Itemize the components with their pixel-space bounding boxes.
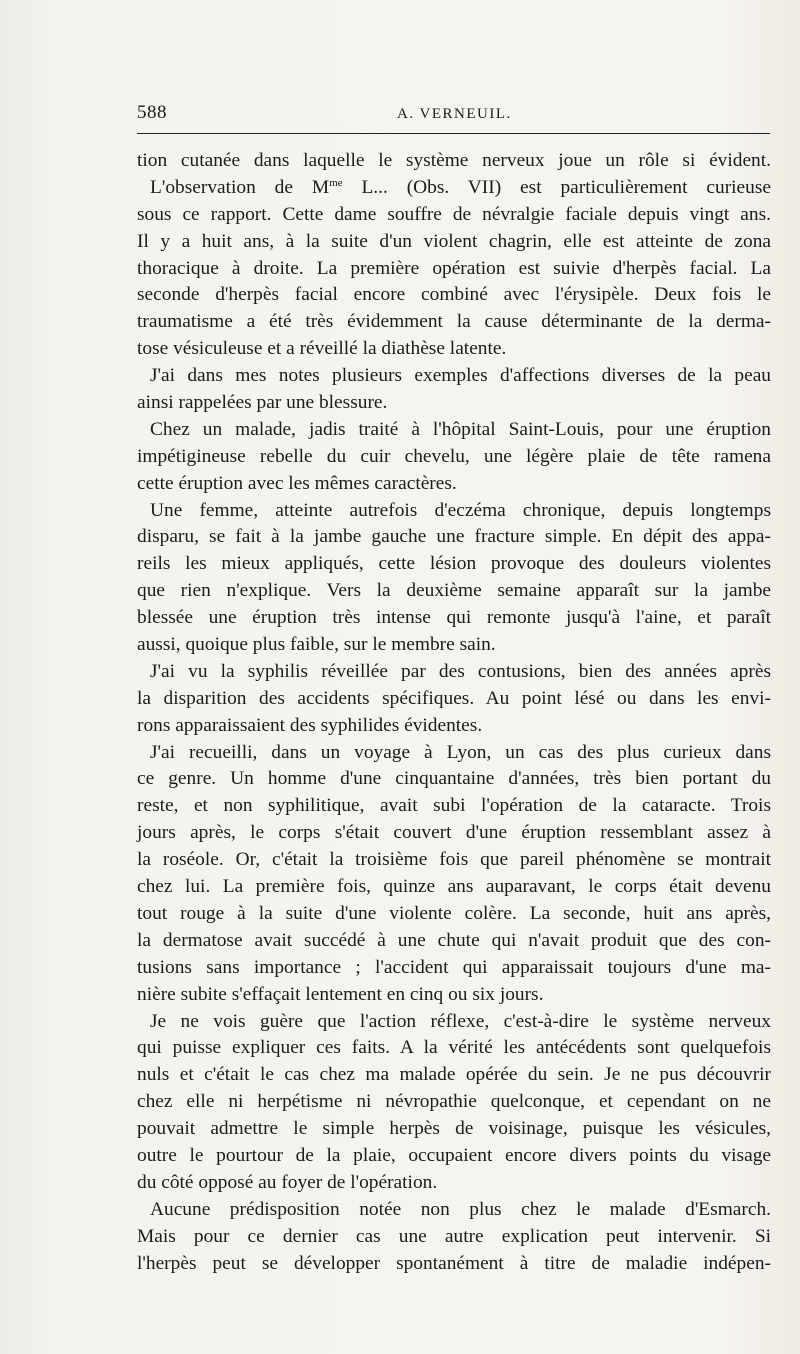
text-line [137, 175, 771, 202]
text-line: la roséole. Or, c'était la troisième fois que pareil phénomène se montrait [137, 849, 771, 871]
text-line: Une femme, atteinte autrefois d'eczéma chronique, depuis longtemps [150, 499, 771, 521]
text-line: jours après, le corps s'était couvert d'une éruption ressemblant assez à [137, 822, 771, 844]
text-line: impétigineuse rebelle du cuir chevelu, une légère plaie de tête ramena [137, 445, 771, 467]
text-line: J'ai dans mes notes plusieurs exemples d'affections diverses de la peau [150, 365, 771, 387]
text-line: traumatisme a été très évidemment la cause déterminante de la derma- [137, 311, 771, 333]
text-line: du côté opposé au foyer de l'opération. [137, 1171, 438, 1193]
running-head: A. VERNEUIL. [397, 106, 512, 122]
text-line: chez elle ni herpétisme ni névropathie quelconque, et cependant on ne [137, 1091, 771, 1113]
text-line: nuls et c'était le cas chez ma malade opérée du sein. Je ne pus découvrir [137, 1064, 771, 1086]
text-line: disparu, se fait à la jambe gauche une fracture simple. En dépit des appa- [137, 526, 771, 548]
text-line: J'ai vu la syphilis réveillée par des contusions, bien des années après [150, 660, 771, 682]
text-line: tusions sans importance ; l'accident qui apparaissait toujours d'une ma- [137, 956, 771, 978]
text-line: Il y a huit ans, à la suite d'un violent chagrin, elle est atteinte de zona [137, 230, 771, 252]
superscript: me [329, 176, 343, 189]
text-line: blessée une éruption très intense qui remonte jusqu'à l'aine, et paraît [137, 607, 771, 629]
text-line: Mais pour ce dernier cas une autre explication peut intervenir. Si [137, 1225, 771, 1247]
text-line: la dermatose avait succédé à une chute qui n'avait produit que des con- [137, 929, 771, 951]
text-line: J'ai recueilli, dans un voyage à Lyon, un cas des plus curieux dans [150, 741, 771, 763]
page-header [137, 102, 770, 128]
text-line: Chez un malade, jadis traité à l'hôpital Saint-Louis, pour une éruption [150, 418, 771, 440]
text-span: L'observation de M [150, 176, 330, 198]
text-line: chez lui. La première fois, quinze ans auparavant, le corps était devenu [137, 876, 771, 898]
text-line: seconde d'herpès facial encore combiné avec l'érysipèle. Deux fois le [137, 284, 771, 306]
text-line: que rien n'explique. Vers la deuxième semaine apparaît sur la jambe [137, 580, 771, 602]
text-line: nière subite s'effaçait lentement en cinq ou six jours. [137, 983, 544, 1005]
text-line: tion cutanée dans laquelle le système nerveux joue un rôle si évident. [137, 150, 771, 171]
text-line: la disparition des accidents spécifiques. Au point lésé ou dans les envi- [137, 687, 771, 709]
text-line: cette éruption avec les mêmes caractères. [137, 472, 457, 494]
body-text [137, 148, 771, 1277]
text-line: pouvait admettre le simple herpès de voisinage, puisque les vésicules, [137, 1118, 771, 1140]
text-line: tout rouge à la suite d'une violente colère. La seconde, huit ans après, [137, 902, 771, 924]
page-number: 588 [137, 102, 167, 123]
text-line: reste, et non syphilitique, avait subi l'opération de la cataracte. Trois [137, 795, 771, 817]
text-span: L... (Obs. VII) est particulièrement curieuse [342, 176, 771, 198]
text-line: ce genre. Un homme d'une cinquantaine d'années, très bien portant du [137, 768, 771, 790]
text-line: Je ne vois guère que l'action réflexe, c'est-à-dire le système nerveux [150, 1010, 771, 1032]
text-line: rons apparaissaient des syphilides évidentes. [137, 714, 483, 736]
text-line: ainsi rappelées par une blessure. [137, 392, 388, 414]
text-line: aussi, quoique plus faible, sur le membre sain. [137, 634, 496, 656]
text-line: l'herpès peut se développer spontanément à titre de maladie indépen- [137, 1252, 771, 1274]
text-line: qui puisse expliquer ces faits. A la vérité les antécédents sont quelquefois [137, 1037, 771, 1059]
header-rule [137, 133, 770, 134]
text-line: tose vésiculeuse et a réveillé la diathèse latente. [137, 338, 507, 360]
text-line: Aucune prédisposition notée non plus chez le malade d'Esmarch. [150, 1198, 771, 1220]
text-line: thoracique à droite. La première opération est suivie d'herpès facial. La [137, 257, 771, 279]
text-line: outre le pourtour de la plaie, occupaient encore divers points du visage [137, 1144, 771, 1166]
text-line: sous ce rapport. Cette dame souffre de névralgie faciale depuis vingt ans. [137, 203, 771, 225]
text-line: reils les mieux appliqués, cette lésion provoque des douleurs violentes [137, 553, 771, 575]
